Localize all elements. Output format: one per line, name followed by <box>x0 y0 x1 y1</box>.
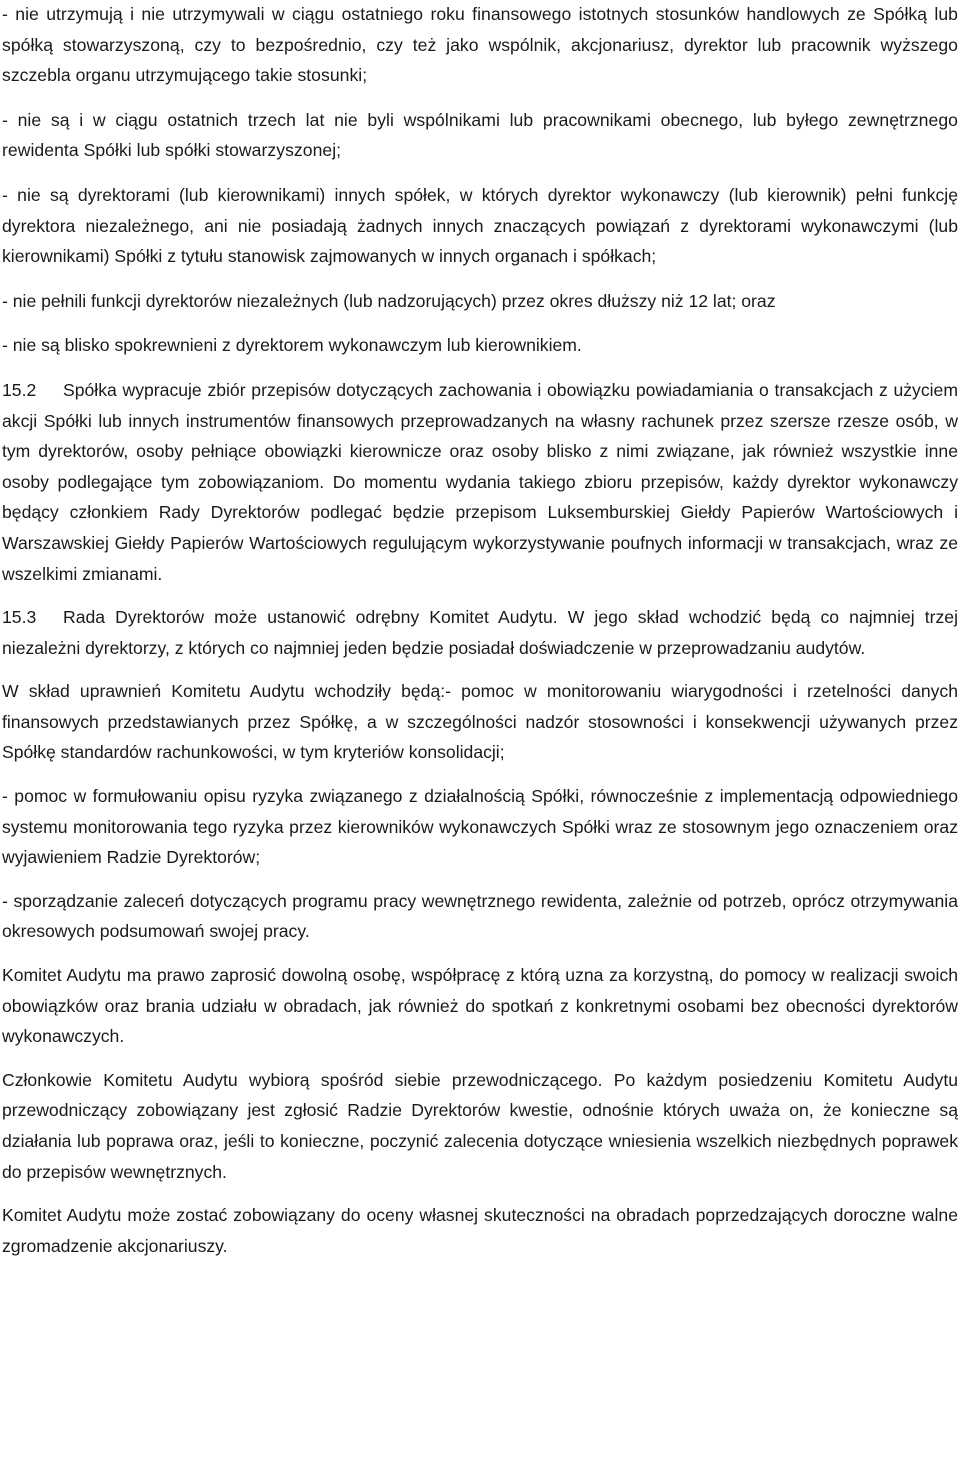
paragraph-independence-criterion-cross-directorships <box>2 180 958 272</box>
paragraph-text: Rada Dyrektorów może ustanowić odrębny Komitet Audytu. W jego skład wchodzić będą co najmniej trzej niezależni dyrektorzy, z których co najmniej jeden będzie posiadał doświadczenie w przeprowadzaniu audytów. <box>2 607 958 658</box>
paragraph-text: W skład uprawnień Komitetu Audytu wchodziły będą:- pomoc w monitorowaniu wiarygodności i rzetelności danych finansowych przedstawianych przez Spółkę, a w szczególności nadzór stosowności i konsekwencji używanych przez Spółkę standardów rachunkowości, w tym kryteriów konsolidacji; <box>2 681 958 763</box>
document-page <box>2 0 958 1261</box>
section-number: 15.3 <box>2 607 37 628</box>
paragraph-text: Komitet Audytu ma prawo zaprosić dowolną osobę, współpracę z którą uzna za korzystną, do pomocy w realizacji swoich obowiązków oraz brania udziału w obradach, jak również do spotkań z konkretnymi osobami bez obecności dyrektorów wykonawczych. <box>2 965 958 1047</box>
paragraph-section-15-2 <box>2 375 958 589</box>
paragraph-audit-committee-invitations <box>2 960 958 1052</box>
paragraph-audit-committee-risk <box>2 781 958 873</box>
paragraph-text: Spółka wypracuje zbiór przepisów dotyczących zachowania i obowiązku powiadamiania o transakcjach z użyciem akcji Spółki lub innych instrumentów finansowych przeprowadzanych na własny rachunek przez szersze rzesze osób, w tym dyrektorów, osoby pełniące obowiązki kierownicze oraz osoby blisko z nimi związane, jak również wszystkie inne osoby podlegające tym zobowiązaniom. Do momentu wydania takiego zbioru przepisów, każdy dyrektor wykonawczy będący członkiem Rady Dyrektorów podlegać będzie przepisom Luksemburskiej Giełdy Papierów Wartościowych i Warszawskiej Giełdy Papierów Wartościowych regulującym wykorzystywanie poufnych informacji w transakcjach, wraz ze wszelkimi zmianami. <box>2 379 958 584</box>
paragraph-audit-committee-powers <box>2 676 958 768</box>
paragraph-independence-criterion-term-limit <box>2 286 958 317</box>
paragraph-text: - nie są dyrektorami (lub kierownikami) innych spółek, w których dyrektor wykonawczy (lub kierownik) pełni funkcję dyrektora niezależnego, ani nie posiadają żadnych innych znaczących powiązań z dyrektorami wykonawczymi (lub kierownikami) Spółki z tytułu stanowisk zajmowanych w innych organach i spółkach; <box>2 184 958 267</box>
paragraph-text: Członkowie Komitetu Audytu wybiorą spośród siebie przewodniczącego. Po każdym posiedzeniu Komitetu Audytu przewodniczący zobowiązany jest zgłosić Radzie Dyrektorów kwestie, odnośnie których uważa on, że konieczne są działania lub poprawa oraz, jeśli to konieczne, poczynić zalecenia dotyczące wniesienia wszelkich niezbędnych poprawek do przepisów wewnętrznych. <box>2 1069 958 1182</box>
paragraph-audit-committee-self-assessment <box>2 1200 958 1261</box>
paragraph-text: - nie pełnili funkcji dyrektorów niezależnych (lub nadzorujących) przez okres dłuższy niż 12 lat; oraz <box>2 290 776 311</box>
paragraph-text: - sporządzanie zaleceń dotyczących programu pracy wewnętrznego rewidenta, zależnie od potrzeb, oprócz otrzymywania okresowych podsumowań swojej pracy. <box>2 890 958 942</box>
paragraph-section-15-3 <box>2 602 958 663</box>
paragraph-audit-committee-chair <box>2 1065 958 1187</box>
paragraph-text: - nie są blisko spokrewnieni z dyrektorem wykonawczym lub kierownikiem. <box>2 335 582 356</box>
paragraph-text: - pomoc w formułowaniu opisu ryzyka związanego z działalnością Spółki, równocześnie z implementacją odpowiedniego systemu monitorowania tego ryzyka przez kierowników wykonawczych Spółki wraz ze stosownym jego oznaczeniem oraz wyjawieniem Radzie Dyrektorów; <box>2 786 958 868</box>
paragraph-audit-committee-recommendations <box>2 886 958 947</box>
paragraph-text: - nie są i w ciągu ostatnich trzech lat nie byli wspólnikami lub pracownikami obecnego, lub byłego zewnętrznego rewidenta Spółki lub spółki stowarzyszonej; <box>2 109 958 161</box>
paragraph-text: Komitet Audytu może zostać zobowiązany do oceny własnej skuteczności na obradach poprzedzających doroczne walne zgromadzenie akcjonariuszy. <box>2 1205 958 1256</box>
paragraph-independence-criterion-family <box>2 330 958 361</box>
section-number: 15.2 <box>2 379 37 400</box>
paragraph-text: - nie utrzymują i nie utrzymywali w ciągu ostatniego roku finansowego istotnych stosunków handlowych ze Spółką lub spółką stowarzyszoną, czy to bezpośrednio, czy też jako wspólnik, akcjonariusz, dyrektor lub pracownik wyższego szczebla organu utrzymującego takie stosunki; <box>2 4 958 86</box>
paragraph-independence-criterion-business-relations <box>2 0 958 91</box>
paragraph-independence-criterion-auditor <box>2 105 958 166</box>
